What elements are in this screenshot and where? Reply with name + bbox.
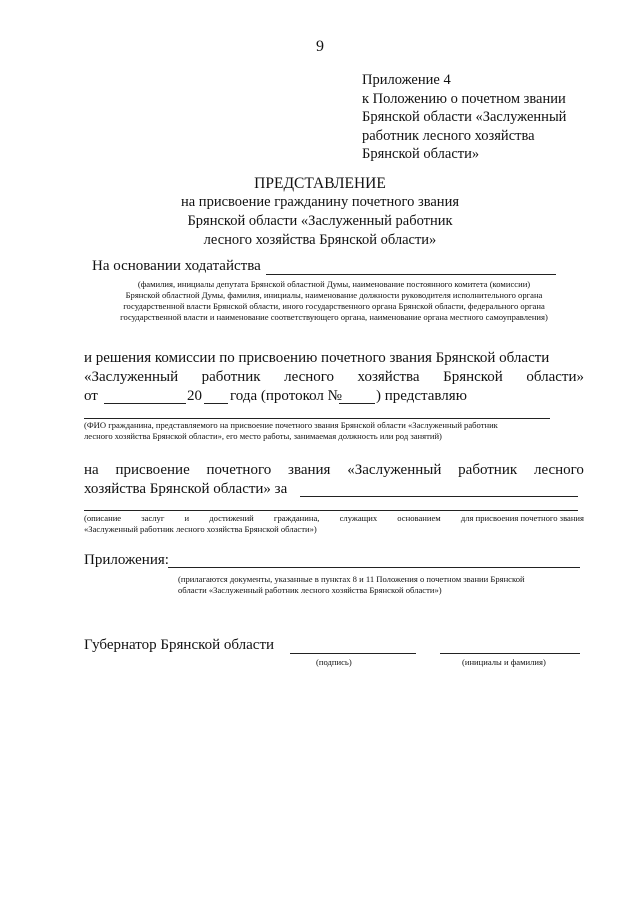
merits-field-line-2	[84, 510, 578, 511]
note-line: области «Заслуженный работник лесного хозяйства Брянской области»)	[178, 585, 442, 595]
attachments-label: Приложения:	[84, 552, 169, 568]
appendix-line: Приложение 4	[362, 72, 451, 88]
appendix-line: к Положению о почетном звании	[362, 90, 566, 107]
note-line: (прилагаются документы, указанные в пунктах 8 и 11 Положения о почетном звании Брянской	[178, 574, 525, 584]
decision-line-2	[84, 369, 584, 386]
appendix-line: Брянской области»	[362, 146, 480, 162]
word: заслуг	[141, 513, 165, 523]
word: основанием	[397, 513, 441, 523]
decision-line-1: и решения комиссии по присвоению почетного звания Брянской области	[84, 350, 550, 366]
attachments-note	[178, 574, 525, 596]
word: «Заслуженный	[84, 369, 179, 385]
award-note-line-2: «Заслуженный работник лесного хозяйства Брянской области»)	[84, 524, 317, 534]
signature-caption: (подпись)	[316, 657, 352, 667]
decision-year-label: 20	[187, 388, 202, 404]
word: лесного	[533, 462, 584, 478]
award-note-line-1	[84, 513, 584, 524]
word: «Заслуженный	[347, 462, 442, 478]
merits-field-line	[300, 496, 578, 497]
appendix-line: работник лесного хозяйства	[362, 127, 535, 144]
decision-from-label: от	[84, 388, 98, 404]
word: Брянской	[443, 369, 503, 385]
note-line: государственной власти Брянской области, иного государственного органа Брянской области, федерального органа	[123, 301, 545, 311]
document-subtitle	[0, 193, 640, 250]
appendix-header	[362, 71, 566, 164]
fio-note	[84, 420, 498, 442]
word: присвоение	[115, 462, 190, 478]
note-line: лесного хозяйства Брянской области», его место работы, занимаемая должность или род занятий)	[84, 431, 442, 441]
note-line: государственной власти и наименование соответствующего органа, наименование органа местного самоуправления)	[120, 312, 548, 322]
word: лесного	[284, 369, 335, 385]
word: гражданина,	[273, 513, 320, 523]
word: и	[184, 513, 190, 523]
page-number: 9	[316, 38, 324, 55]
attachments-field-line	[168, 567, 580, 568]
word: служащих	[339, 513, 378, 523]
protocol-field-line	[339, 403, 375, 404]
note-line: Брянской областной Думы, фамилия, инициалы, наименование должности руководителя исполнительного органа	[125, 290, 543, 300]
petition-note	[84, 279, 584, 323]
word: работник	[201, 369, 261, 385]
appendix-line: Брянской области «Заслуженный	[362, 109, 567, 125]
award-line-2: хозяйства Брянской области» за	[84, 481, 288, 497]
document-title: ПРЕДСТАВЛЕНИЕ	[254, 175, 386, 192]
petition-label: На основании ходатайства	[92, 258, 261, 274]
word: хозяйства	[357, 369, 420, 385]
word: почетного	[206, 462, 272, 478]
name-field-line	[440, 653, 580, 654]
word: (описание	[84, 513, 122, 523]
signature-label: Губернатор Брянской области	[84, 637, 275, 653]
word: на	[84, 462, 99, 478]
decision-present-label: ) представляю	[376, 388, 467, 404]
award-line-1	[84, 462, 584, 479]
note-line: (фамилия, инициалы депутата Брянской областной Думы, наименование постоянного комитета (комиссии)	[137, 279, 531, 289]
note-line: (ФИО гражданина, представляемого на присвоение почетного звания Брянской области «Заслуженный работник	[84, 420, 498, 430]
subtitle-line: на присвоение гражданину почетного звания	[180, 194, 459, 210]
petition-field-line	[266, 274, 556, 275]
name-caption: (инициалы и фамилия)	[462, 657, 546, 667]
signature-field-line	[290, 653, 416, 654]
year-field-line	[204, 403, 228, 404]
word: звания	[288, 462, 331, 478]
word: работник	[458, 462, 518, 478]
decision-protocol-label: года (протокол №	[230, 388, 342, 404]
word: достижений	[209, 513, 254, 523]
word: для присвоения почетного звания	[460, 513, 584, 523]
word: области»	[526, 369, 584, 385]
date-field-line	[104, 403, 186, 404]
fio-field-line	[84, 418, 550, 419]
subtitle-line: лесного хозяйства Брянской области»	[203, 232, 437, 248]
subtitle-line: Брянской области «Заслуженный работник	[187, 213, 453, 229]
